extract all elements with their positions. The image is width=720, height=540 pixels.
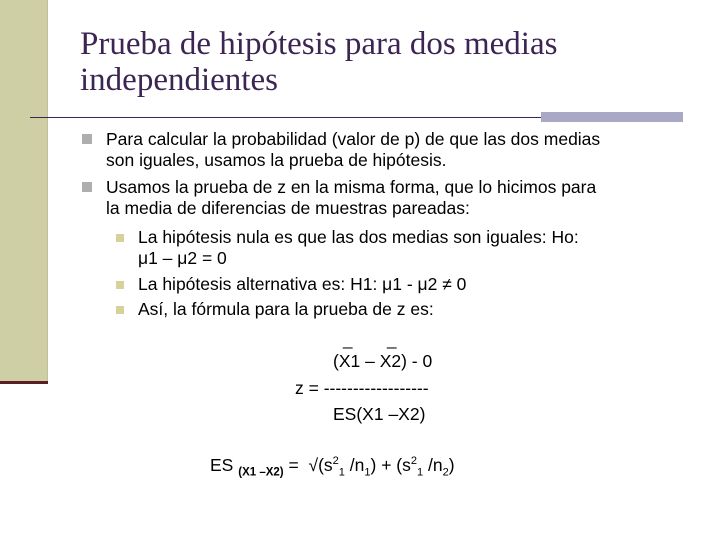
term2-sub2: 2 [442, 466, 449, 479]
subbullet-item [138, 227, 579, 269]
bullet-marker [82, 182, 92, 192]
formula-z-line: z = ------------------ [295, 378, 429, 398]
formula-numerator: (X1 – X2) - 0 [333, 351, 433, 371]
sqrt-symbol: √ [308, 455, 319, 475]
subbullet-item [138, 299, 434, 320]
subbullet-line: La hipótesis alternativa es: H1: μ1 - μ2 ≠ 0 [138, 274, 467, 294]
term2-sub: 1 [416, 466, 424, 479]
term1-sub: 1 [338, 466, 345, 479]
bullet-line: Usamos la prueba de z en la misma forma, que lo hicimos para [106, 177, 597, 197]
subbullet-line: Así, la fórmula para la prueba de z es: [138, 299, 434, 319]
subbullet-item [138, 274, 466, 295]
overbar-x1: _ [343, 330, 353, 349]
term2-mid: /n [423, 455, 443, 475]
slide-title-line1: Prueba de hipótesis para dos medias [80, 26, 558, 62]
standard-error-formula [210, 455, 455, 479]
plus-sign: + [376, 455, 397, 475]
title-accent-bar [541, 112, 683, 122]
bullet-marker [82, 134, 92, 144]
es-label: ES [210, 455, 234, 475]
subbullet-marker [116, 234, 124, 242]
slide-title-line2: independientes [80, 62, 278, 98]
bullet-item [106, 129, 600, 171]
overbar-x2: _ [387, 330, 397, 349]
term1-close: ) [370, 455, 377, 475]
es-subscript: (X1 –X2) [238, 466, 284, 479]
term1-sub2: 1 [364, 466, 371, 479]
bullet-item [106, 177, 596, 219]
formula-denominator: ES(X1 –X2) [333, 404, 426, 424]
term1-mid: /n [344, 455, 365, 475]
subbullet-marker [116, 281, 124, 289]
term2-sup: 2 [410, 455, 417, 468]
term1-open: (s [318, 455, 333, 475]
term2-close: ) [448, 455, 455, 475]
term2-open: (s [396, 455, 411, 475]
subbullet-line: μ1 – μ2 = 0 [138, 248, 227, 268]
sidebar-accent-line [0, 381, 48, 384]
subbullet-line: La hipótesis nula es que las dos medias son iguales: Ho: [138, 227, 579, 247]
slide-title [80, 26, 700, 98]
bullet-line: son iguales, usamos la prueba de hipótesis. [106, 150, 447, 170]
es-equals: = [288, 455, 299, 475]
bullet-line: la media de diferencias de muestras pareadas: [106, 198, 470, 218]
term1-sup: 2 [332, 455, 339, 468]
subbullet-marker [116, 306, 124, 314]
bullet-line: Para calcular la probabilidad (valor de p) de que las dos medias [106, 129, 601, 149]
slide-sidebar-decoration [0, 0, 48, 383]
